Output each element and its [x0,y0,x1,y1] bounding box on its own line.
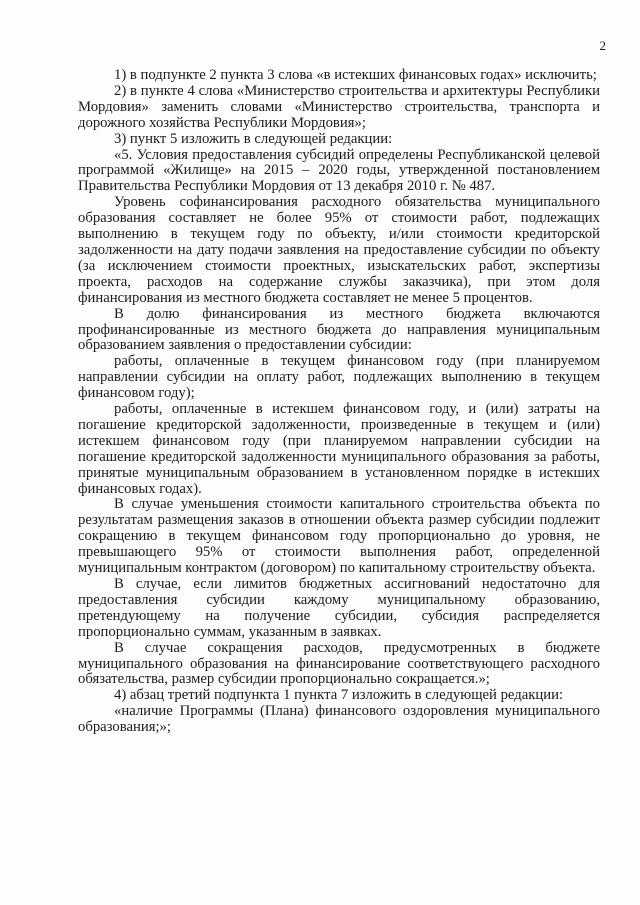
paragraph-12: 4) абзац третий подпункта 1 пункта 7 изложить в следующей редакции: [114,687,564,704]
paragraph-5: Уровень софинансирования расходного обязательства муниципального образования составляет не более 95% от стоимости работ, подлежащих выполнению в текущем году по объекту, и/или стоимости кредиторской задолженности на дату подачи заявления на предоставление субсидии по объекту (за исключением стоимости проектных, изыскательских работ, экспертизы проекта, расходов на содержание службы заказчика), при этом доля финансирования из местного бюджета составляет не менее 5 процентов. [78,194,600,306]
paragraph-1: 1) в подпункте 2 пункта 3 слова «в истекших финансовых годах» исключить; [114,67,597,83]
paragraph-4: «5. Условия предоставления субсидий определены Республиканской целевой программой «Жилище» на 2015 – 2020 годы, утвержденной постановлением Правительства Республики Мордовия от 13 декабря 2010 г. № 487. [78,146,600,195]
paragraph-7: работы, оплаченные в текущем финансовом году (при планируемом направлении субсидии на оплату работ, подлежащих выполнению в текущем финансовом году); [78,353,600,402]
paragraph-3: 3) пункт 5 изложить в следующей редакции: [114,130,393,147]
paragraph-11: В случае сокращения расходов, предусмотренных в бюджете муниципального образования на финансирование соответствующего расходного обязательства, размер субсидии пропорционально сокращается.»; [78,639,600,688]
paragraph-8: работы, оплаченные в истекшем финансовом году, и (или) затраты на погашение кредиторской задолженности, произведенные в текущем и (или) истекшем финансовом году (при планируемом направлении субсидии на погашение кредиторской задолженности муниципального образования за работы, принятые муниципальным образованием в установленном порядке в истекших финансовых годах). [78,401,600,497]
paragraph-9: В случае уменьшения стоимости капитального строительства объекта по результатам размещения заказов в отношении объекта размер субсидии подлежит сокращению в текущем финансовом году пропорционально до уровня, не превышающего 95% от стоимости выполнения работ, определенной муниципальным контрактом (договором) по капитальному строительству объекта. [78,496,600,577]
paragraph-13: «наличие Программы (Плана) финансового оздоровления муниципального образования;»; [78,703,600,736]
page-number: 2 [599,38,606,53]
paragraph-2: 2) в пункте 4 слова «Министерство строительства и архитектуры Республики Мордовия» заменить словами «Министерство строительства, транспорта и дорожного хозяйства Республики Мордовия»; [78,82,600,131]
document-body [78,68,600,736]
paragraph-10: В случае, если лимитов бюджетных ассигнований недостаточно для предоставления субсидии каждому муниципальному образованию, претендующему на получение субсидии, субсидия распределяется пропорционально суммам, указанным в заявках. [78,576,600,640]
paragraph-6: В долю финансирования из местного бюджета включаются профинансированные из местного бюджета до направления муниципальным образованием заявления о предоставлении субсидии: [78,305,600,354]
